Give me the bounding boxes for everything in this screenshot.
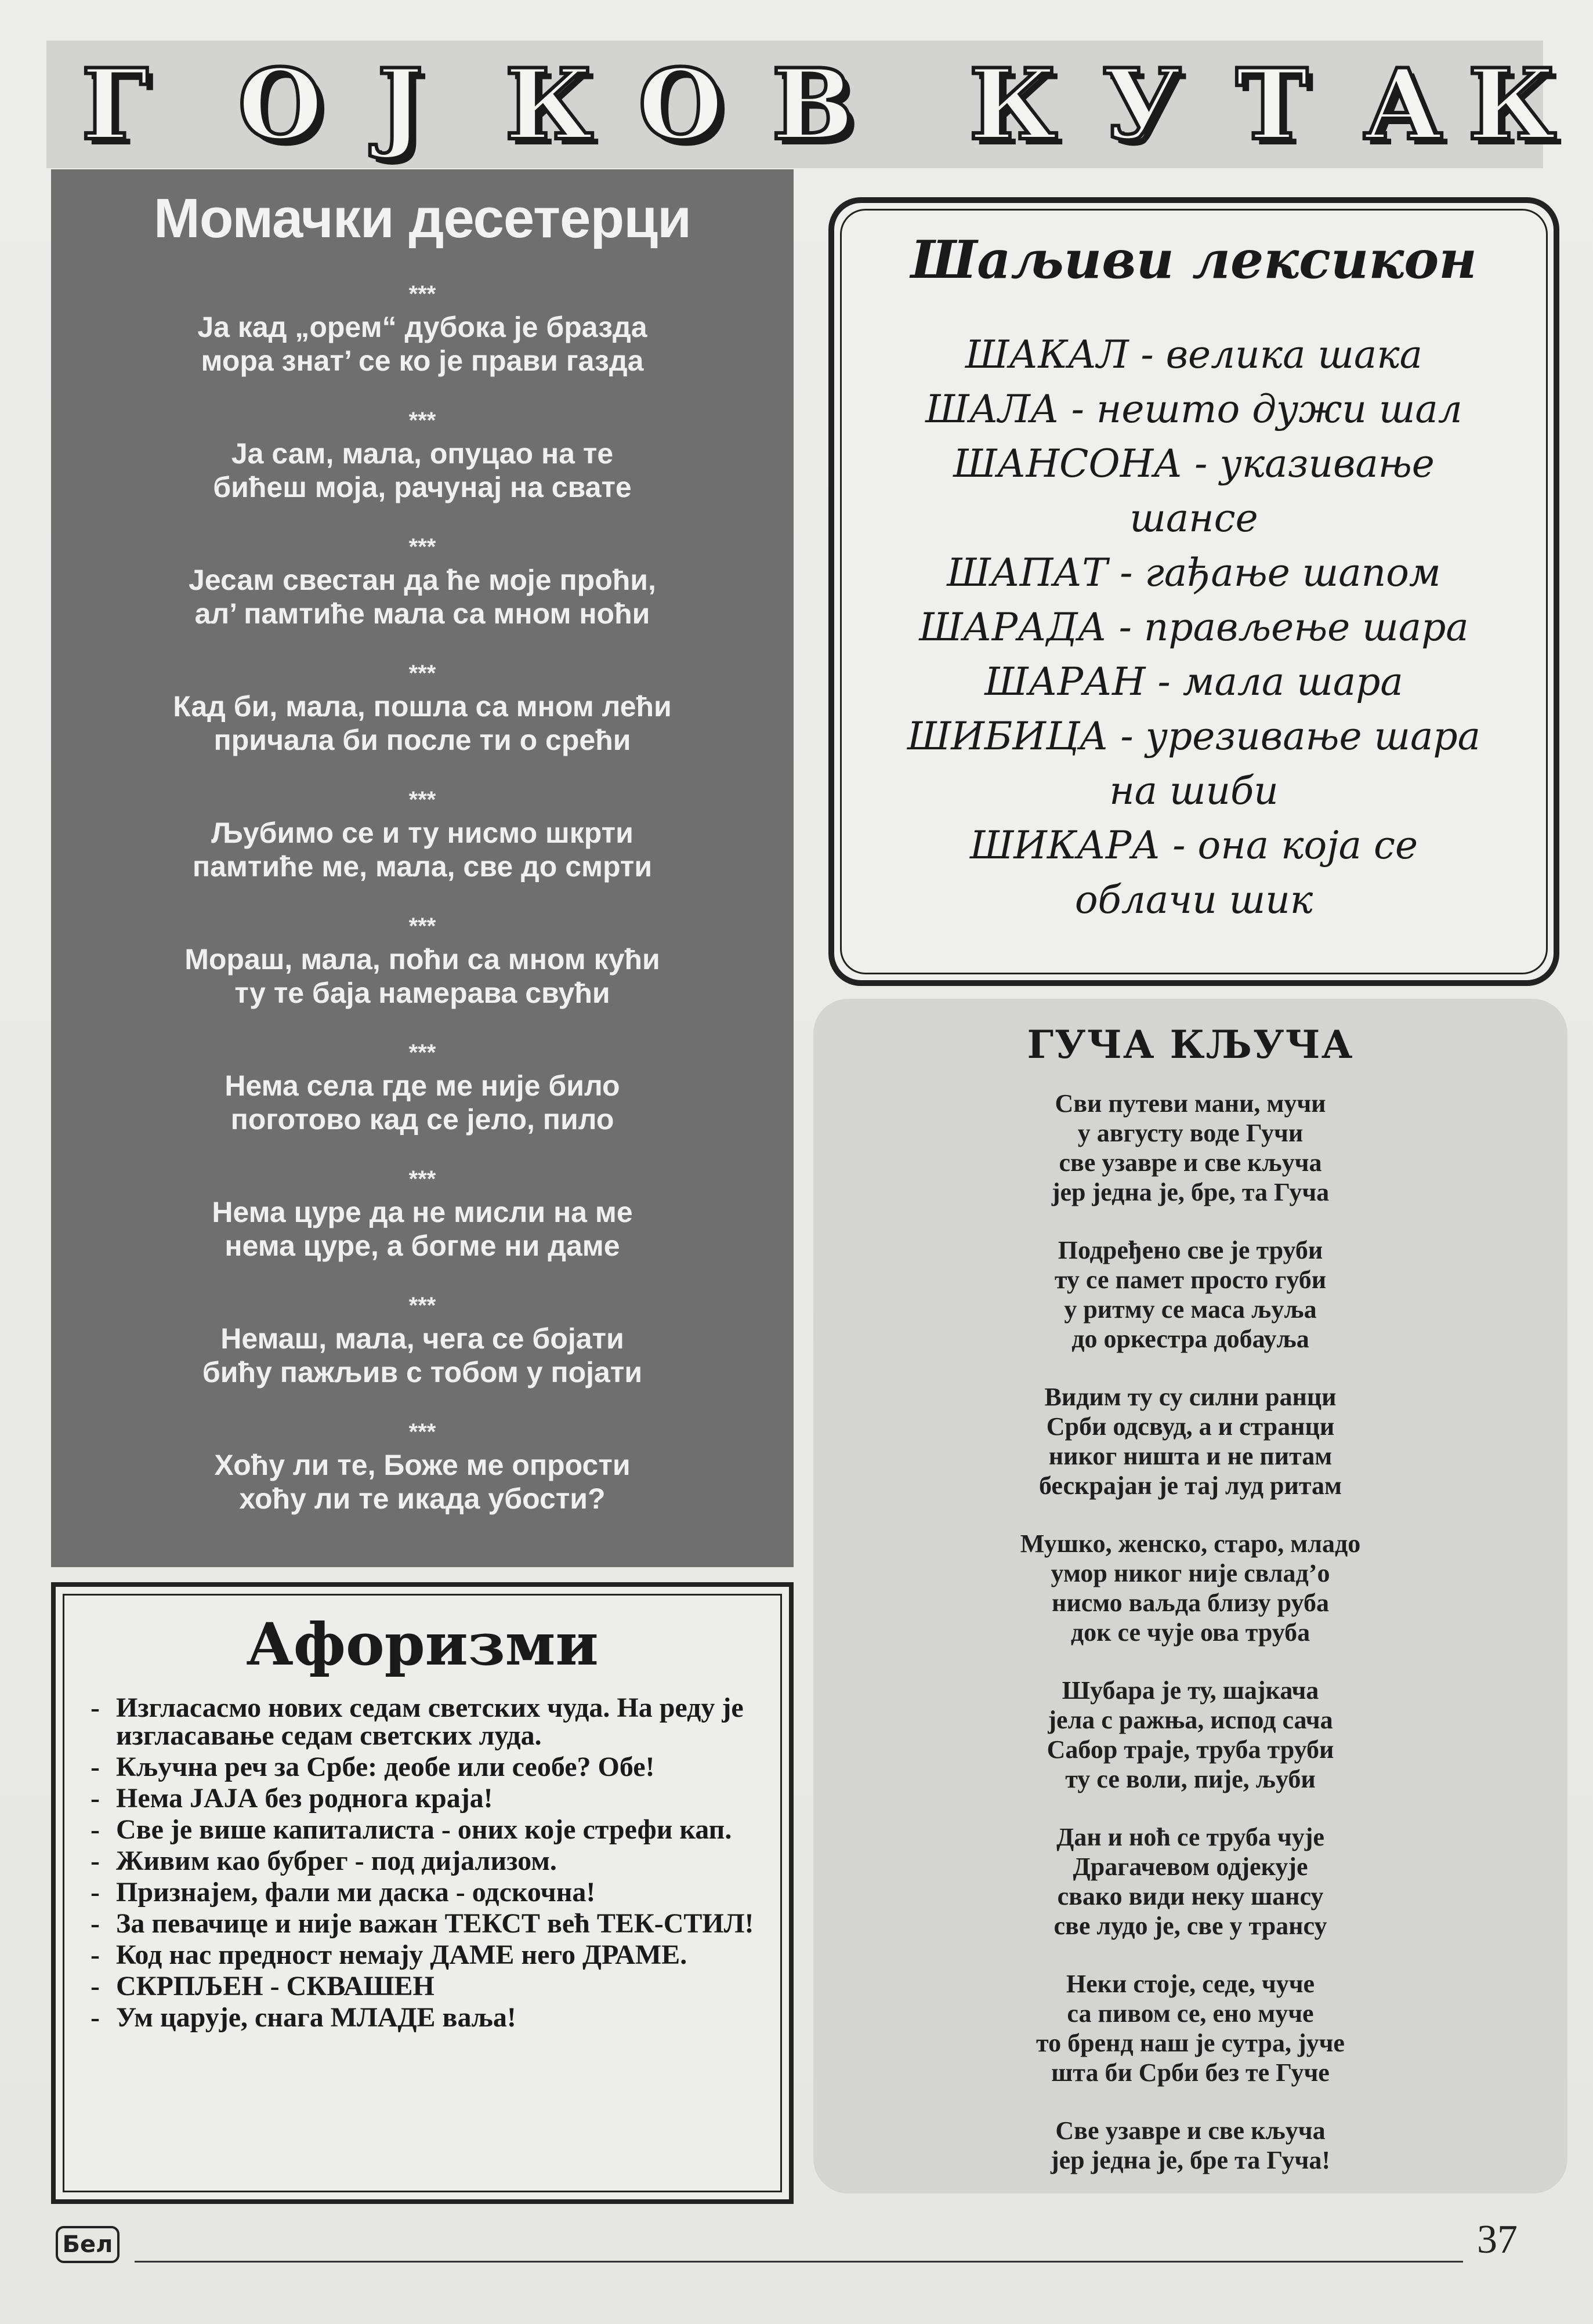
verse-line: памтиће ме, мала, све до смрти xyxy=(192,850,653,883)
verse-line: мора знат’ се ко је прави газда xyxy=(201,345,644,377)
verse-line: Немаш, мала, чега се бојати xyxy=(220,1322,624,1355)
verse-separator: *** xyxy=(408,661,436,686)
header-banner xyxy=(46,41,1556,168)
stanza-line: никог ништа и не питам xyxy=(1048,1442,1333,1470)
stanza-line: Сви путеви мани, мучи xyxy=(1055,1089,1326,1118)
aforizam-item: - Живим као бубрег - под дијализом. xyxy=(90,1847,769,1875)
stanza-line: док се чује ова труба xyxy=(1070,1618,1310,1647)
verse-line: Ја сам, мала, опуцао на те xyxy=(231,437,614,470)
publisher-logo: Бел xyxy=(56,2226,120,2263)
verse-line: ал’ памтиће мала са мном ноћи xyxy=(194,597,650,630)
leksikon-entry: шансе xyxy=(1129,496,1258,541)
verse xyxy=(51,282,794,378)
stanza xyxy=(813,1235,1567,1354)
verse-line: бићу пажљив с тобом у појати xyxy=(202,1356,643,1388)
stanza xyxy=(813,1676,1567,1794)
banner-letter: О xyxy=(638,47,723,162)
stanza-line: ту се воли, пије, љуби xyxy=(1065,1765,1316,1793)
stanza-line: јер једна је, бре, та Гуча xyxy=(1051,1178,1330,1206)
banner-letter: К xyxy=(505,47,593,162)
stanza-line: Видим ту су силни ранци xyxy=(1044,1383,1337,1411)
stanza-line: Подређено све је труби xyxy=(1058,1236,1323,1264)
stanza xyxy=(813,1822,1567,1941)
gucha-title: ГУЧА КЉУЧА xyxy=(1027,1022,1354,1067)
banner-letter: О xyxy=(238,47,323,162)
verse-separator: *** xyxy=(408,281,436,307)
verse-line: ту те баја намерава свући xyxy=(234,977,610,1009)
leksikon-entry: ШАНСОНА - указивање xyxy=(953,441,1435,486)
banner-letter: К xyxy=(1468,47,1556,162)
verse-line: Мораш, мала, поћи са мном кући xyxy=(184,943,660,976)
verse-line: причала би после ти о срећи xyxy=(213,724,631,756)
verse-separator: *** xyxy=(408,787,436,813)
footer-rule xyxy=(135,2261,1463,2263)
aforizmi-list xyxy=(90,1694,769,2035)
aforizam-item: - Признајем, фали ми даска - одскочна! xyxy=(90,1879,769,1906)
banner-letter: К xyxy=(969,47,1058,162)
stanza xyxy=(813,1969,1567,2087)
leksikon-box xyxy=(828,197,1559,986)
stanza-line: Шубара је ту, шајкача xyxy=(1062,1676,1319,1705)
banner-letter: Т xyxy=(1236,47,1309,162)
verse xyxy=(51,1168,794,1263)
aforizmi-box xyxy=(51,1582,794,2204)
stanza xyxy=(813,2116,1567,2175)
verse-line: поготово кад се јело, пило xyxy=(230,1103,614,1136)
verse-line: Нема цуре да не мисли на ме xyxy=(212,1196,633,1228)
stanza-line: у ритму се маса љуља xyxy=(1064,1295,1317,1324)
stanza-line: јер једна је, бре та Гуча! xyxy=(1051,2146,1330,2174)
verse-line: Хоћу ли те, Боже ме опрости xyxy=(214,1449,631,1481)
leksikon-entry: ШАКАЛ - велика шака xyxy=(965,332,1423,377)
stanza-line: свако види неку шансу xyxy=(1057,1882,1324,1910)
banner-letter: А xyxy=(1363,47,1443,162)
stanza xyxy=(813,1089,1567,1207)
verse-separator: *** xyxy=(408,408,436,433)
verse-line: Љубимо се и ту нисмо шкрти xyxy=(211,817,633,849)
verse xyxy=(51,1041,794,1136)
leksikon-entry: ШАПАТ - гађање шапом xyxy=(947,550,1441,595)
stanza-line: Сабор траје, труба труби xyxy=(1047,1735,1334,1764)
aforizam-item: - За певачице и није важан ТЕКСТ већ ТЕК-СТИЛ! xyxy=(90,1910,769,1938)
verse-separator: *** xyxy=(408,1040,436,1065)
leksikon-title: Шаљиви лексикон xyxy=(911,229,1477,291)
stanza-line: ту се памет просто губи xyxy=(1054,1266,1327,1294)
leksikon-entries xyxy=(857,328,1530,927)
stanza-line: шта би Срби без те Гуче xyxy=(1051,2058,1330,2087)
momacki-panel xyxy=(51,169,794,1567)
stanza-line: то бренд наш је сутра, јуче xyxy=(1036,2029,1345,2057)
stanza-line: нисмо ваљда близу руба xyxy=(1052,1589,1329,1617)
stanza-line: Драгачевом одјекује xyxy=(1073,1852,1308,1881)
verse xyxy=(51,535,794,630)
leksikon-entry: ШИБИЦА - урезивање шара xyxy=(907,714,1481,759)
banner-letter: У xyxy=(1102,47,1182,162)
verse-line: хоћу ли те икада убости? xyxy=(239,1482,606,1515)
stanza-line: јела с ражња, испод сача xyxy=(1048,1706,1333,1734)
stanza-line: Срби одсвуд, а и странци xyxy=(1046,1412,1335,1441)
stanza xyxy=(813,1529,1567,1647)
aforizam-item: - Кључна реч за Србе: деобе или сеобе? Обе! xyxy=(90,1753,769,1781)
aforizam-item: - Изгласасмо нових седам светских чуда. На реду је изгласавање седам светских луда. xyxy=(90,1694,769,1750)
verse-line: нема цуре, а богме ни даме xyxy=(225,1230,620,1262)
leksikon-entry: ШИКАРА - она која се xyxy=(969,823,1418,868)
verse-line: Јесам свестан да ће моје проћи, xyxy=(189,564,656,596)
verse-separator: *** xyxy=(408,1419,436,1445)
verse-line: Ја кад „орем“ дубока је бразда xyxy=(197,311,647,343)
leksikon-entry: на шиби xyxy=(1109,768,1279,813)
stanza-line: у августу воде Гучи xyxy=(1077,1119,1304,1147)
verse xyxy=(51,915,794,1010)
aforizam-item: - СКРПЉЕН - СКВАШЕН xyxy=(90,1973,769,2000)
banner-letter: Г xyxy=(81,47,149,162)
aforizam-item: - Ум царује, снага МЛАДЕ ваља! xyxy=(90,2004,769,2032)
aforizmi-title: Афоризми xyxy=(246,1610,599,1678)
leksikon-entry: ШАРАДА - прављење шара xyxy=(919,605,1469,650)
banner-letter: Ј xyxy=(377,47,423,162)
page-number: 37 xyxy=(1477,2217,1518,2262)
stanza-line: умор никог није свлад’о xyxy=(1051,1559,1330,1587)
verse xyxy=(51,409,794,504)
verse-separator: *** xyxy=(408,534,436,560)
verse xyxy=(51,1294,794,1389)
verse xyxy=(51,788,794,883)
verse xyxy=(51,662,794,757)
verse-separator: *** xyxy=(408,913,436,939)
stanza-line: са пивом се, ено муче xyxy=(1067,1999,1314,2028)
banner-letter: В xyxy=(772,47,854,162)
stanza-line: Све узавре и све кључа xyxy=(1055,2116,1326,2145)
verse-line: Нема села где ме није било xyxy=(225,1069,620,1102)
verse-separator: *** xyxy=(408,1166,436,1192)
stanza-line: све узавре и све кључа xyxy=(1059,1148,1322,1177)
momacki-title: Момачки десетерци xyxy=(153,187,691,249)
verse-line: Кад би, мала, пошла са мном лећи xyxy=(173,690,672,723)
aforizam-item: - Нема ЈАЈА без роднога краја! xyxy=(90,1785,769,1812)
verse-line: бићеш моја, рачунај на свате xyxy=(213,471,632,503)
stanza-line: Неки стоје, седе, чуче xyxy=(1066,1970,1315,1998)
verse xyxy=(51,1420,794,1516)
verse-separator: *** xyxy=(408,1293,436,1318)
leksikon-entry: ШАЛА - нешто дужи шал xyxy=(925,387,1462,432)
gucha-panel xyxy=(813,999,1567,2194)
leksikon-entry: облачи шик xyxy=(1074,878,1313,922)
leksikon-entry: ШАРАН - мала шара xyxy=(984,659,1403,704)
stanza-line: Мушко, женско, старо, младо xyxy=(1020,1529,1361,1558)
stanza-line: до оркестра добауља xyxy=(1071,1325,1309,1353)
stanza-line: Дан и ноћ се труба чује xyxy=(1056,1823,1324,1851)
aforizam-item: - Код нас предност немају ДАМЕ него ДРАМЕ. xyxy=(90,1941,769,1969)
stanza xyxy=(813,1382,1567,1500)
stanza-line: бескрајан је тај луд ритам xyxy=(1039,1471,1342,1500)
aforizam-item: - Све је више капиталиста - оних које стрефи кап. xyxy=(90,1816,769,1844)
stanza-line: све лудо је, све у трансу xyxy=(1053,1912,1327,1940)
